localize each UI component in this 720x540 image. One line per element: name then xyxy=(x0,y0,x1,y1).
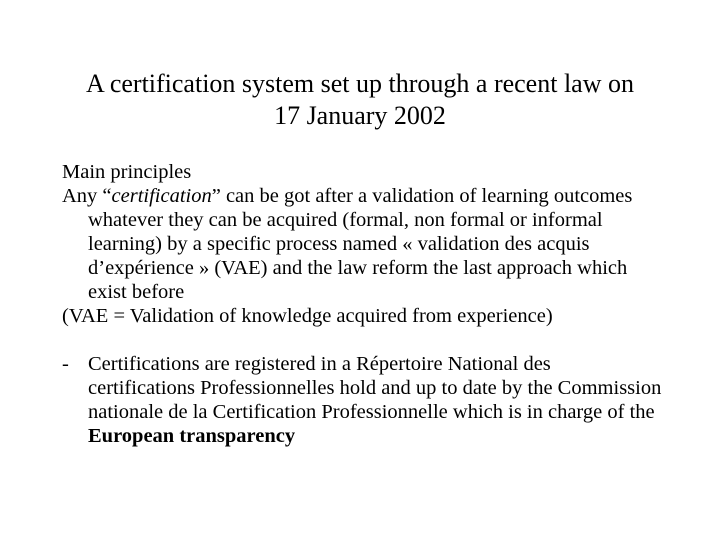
bullet-text xyxy=(88,352,662,448)
para1-italic: certification xyxy=(111,185,212,207)
spacer xyxy=(62,328,662,352)
main-principles-heading: Main principles xyxy=(62,161,192,183)
slide-body xyxy=(62,160,662,448)
bullet-marker: - xyxy=(62,353,69,375)
para1-pre: Any “ xyxy=(62,185,112,207)
bullet-text-plain: Certifications are registered in a Répertoire National des certifications Professionnelles hold and up to date by the Commission nationale de la Certification Professionnelle which is in charge of the xyxy=(88,353,662,423)
bullet-text-bold: European transparency xyxy=(88,425,296,447)
bullet-item xyxy=(62,352,662,448)
para1-post: ” can be got after a validation of learning outcomes whatever they can be acquired (formal, non formal or informal learning) by a specific process named « validation des acquis d’expérience » (VAE) and the law reform the last approach which exist before xyxy=(88,185,633,303)
title-line-1: A certification system set up through a recent law on xyxy=(85,69,634,98)
certification-paragraph xyxy=(62,184,662,304)
slide-title xyxy=(50,68,670,132)
title-line-2: 17 January 2002 xyxy=(274,101,446,130)
vae-definition: (VAE = Validation of knowledge acquired from experience) xyxy=(62,305,553,327)
